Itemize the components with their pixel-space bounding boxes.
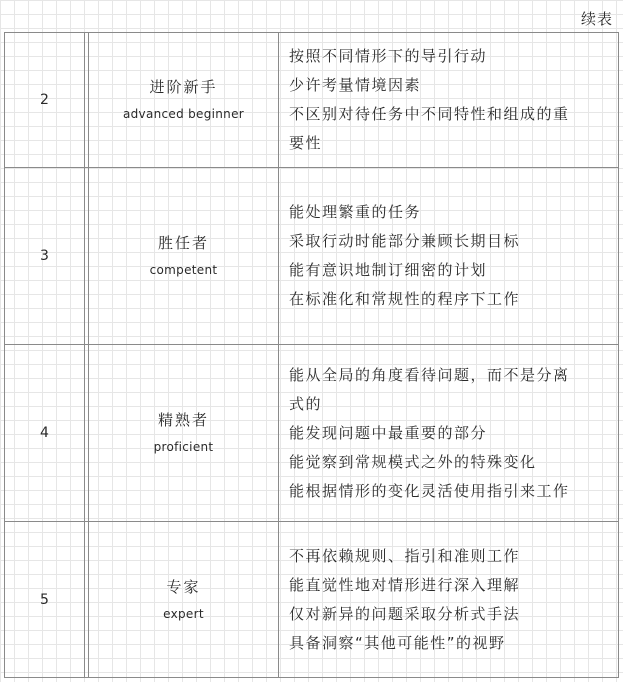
stage-cell [89, 33, 279, 167]
description-line: 按照不同情形下的导引行动 [289, 47, 488, 65]
level-cell [5, 522, 85, 677]
description-line: 采取行动时能部分兼顾长期目标 [289, 232, 521, 250]
description-line: 要性 [289, 134, 323, 152]
description-line: 仅对新异的问题采取分析式手法 [289, 604, 521, 623]
description-line: 具备洞察“其他可能性”的视野 [289, 633, 506, 652]
description-cell [279, 345, 618, 521]
continued-label: 续表 [580, 10, 613, 28]
description-line: 能有意识地制订细密的计划 [289, 261, 488, 279]
level-number: 2 [40, 92, 49, 108]
stage-cell [89, 345, 279, 521]
level-number: 4 [40, 425, 49, 441]
table-row [5, 522, 618, 677]
description-cell [279, 33, 618, 167]
description-cell [279, 168, 618, 344]
stage-name-cn: 专家 [166, 577, 201, 596]
description-line: 少许考量情境因素 [289, 76, 422, 94]
description-line: 不再依赖规则、指引和准则工作 [289, 546, 521, 565]
level-cell [5, 168, 85, 344]
description-line: 式的 [289, 394, 323, 413]
skill-stage-table [4, 32, 619, 678]
stage-cell [89, 522, 279, 677]
stage-name-en: proficient [153, 440, 214, 454]
stage-cell [89, 168, 279, 344]
description-line: 能从全局的角度看待问题，而不是分离 [289, 365, 570, 384]
stage-name-cn: 进阶新手 [149, 78, 218, 96]
description-line: 在标准化和常规性的程序下工作 [289, 290, 521, 308]
level-cell [5, 33, 85, 167]
description-line: 不区别对待任务中不同特性和组成的重 [289, 105, 570, 123]
table-row [5, 168, 618, 345]
description-line: 能处理繁重的任务 [289, 203, 422, 221]
description-line: 能发现问题中最重要的部分 [289, 423, 488, 442]
level-number: 5 [40, 591, 49, 608]
description-line: 能根据情形的变化灵活使用指引来工作 [289, 481, 570, 500]
stage-name-en: advanced beginner [122, 107, 245, 121]
level-number: 3 [40, 248, 49, 264]
description-cell [279, 522, 618, 677]
description-line: 能觉察到常规模式之外的特殊变化 [289, 452, 537, 471]
stage-name-en: expert [163, 606, 204, 621]
description-line: 能直觉性地对情形进行深入理解 [289, 575, 521, 594]
level-cell [5, 345, 85, 521]
stage-name-cn: 精熟者 [157, 411, 209, 429]
stage-name-cn: 胜任者 [157, 234, 209, 252]
table-row [5, 33, 618, 168]
stage-name-en: competent [149, 263, 218, 277]
table-row [5, 345, 618, 522]
